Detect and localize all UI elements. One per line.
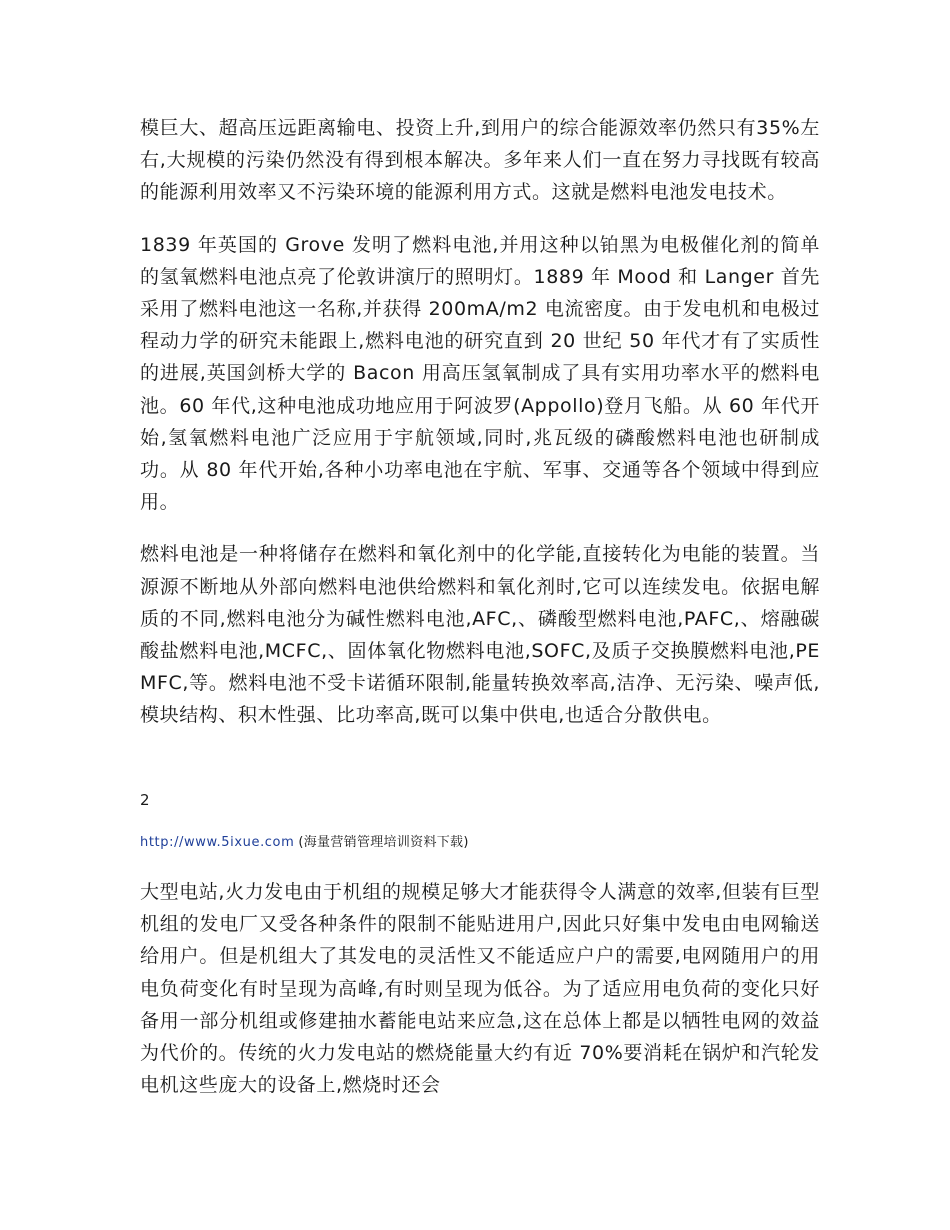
page-number: 2 [140, 791, 150, 809]
footer-note: (海量营销管理培训资料下载) [298, 835, 469, 850]
paragraph-3: 燃料电池是一种将储存在燃料和氧化剂中的化学能,直接转化为电能的装置。当源源不断地从外部向燃料电池供给燃料和氧化剂时,它可以连续发电。依据电解质的不同,燃料电池分为碱性燃料电池,AFC,、磷酸型燃料电池,PAFC,、熔融碳酸盐燃料电池,MCFC,、固体氧化物燃料电池,SOFC,及质子交换膜燃料电池,PEMFC,等。燃料电池不受卡诺循环限制,能量转换效率高,洁净、无污染、噪声低,模块结构、积木性强、比功率高,既可以集中供电,也适合分散供电。 [140, 543, 820, 727]
next-page-body [140, 876, 820, 1101]
paragraph-1: 模巨大、超高压远距离输电、投资上升,到用户的综合能源效率仍然只有35%左右,大规模的污染仍然没有得到根本解决。多年来人们一直在努力寻找既有较高的能源利用效率又不污染环境的能源利用方式。这就是燃料电池发电技术。 [140, 117, 820, 204]
paragraph-2: 1839 年英国的 Grove 发明了燃料电池,并用这种以铂黑为电极催化剂的简单的氢氧燃料电池点亮了伦敦讲演厅的照明灯。1889 年 Mood 和 Langer 首先采用了燃料电池这一名称,并获得 200mA/m2 电流密度。由于发电机和电极过程动力学的研究未能跟上,燃料电池的研究直到 20 世纪 50 年代才有了实质性的进展,英国剑桥大学的 Bacon 用高压氢氧制成了具有实用功率水平的燃料电池。60 年代,这种电池成功地应用于阿波罗(Appollo)登月飞船。从 60 年代开始,氢氧燃料电池广泛应用于宇航领域,同时,兆瓦级的磷酸燃料电池也研制成功。从 80 年代开始,各种小功率电池在宇航、军事、交通等各个领域中得到应用。 [140, 233, 820, 514]
footer-link[interactable]: http://www.5ixue.com [140, 835, 295, 850]
document-body [140, 112, 820, 732]
page-footer [140, 833, 469, 853]
paragraph-4: 大型电站,火力发电由于机组的规模足够大才能获得令人满意的效率,但装有巨型机组的发电厂又受各种条件的限制不能贴进用户,因此只好集中发电由电网输送给用户。但是机组大了其发电的灵活性又不能适应户户的需要,电网随用户的用电负荷变化有时呈现为高峰,有时则呈现为低谷。为了适应用电负荷的变化只好备用一部分机组或修建抽水蓄能电站来应急,这在总体上都是以牺牲电网的效益为代价的。传统的火力发电站的燃烧能量大约有近 70%要消耗在锅炉和汽轮发电机这些庞大的设备上,燃烧时还会 [140, 881, 820, 1097]
